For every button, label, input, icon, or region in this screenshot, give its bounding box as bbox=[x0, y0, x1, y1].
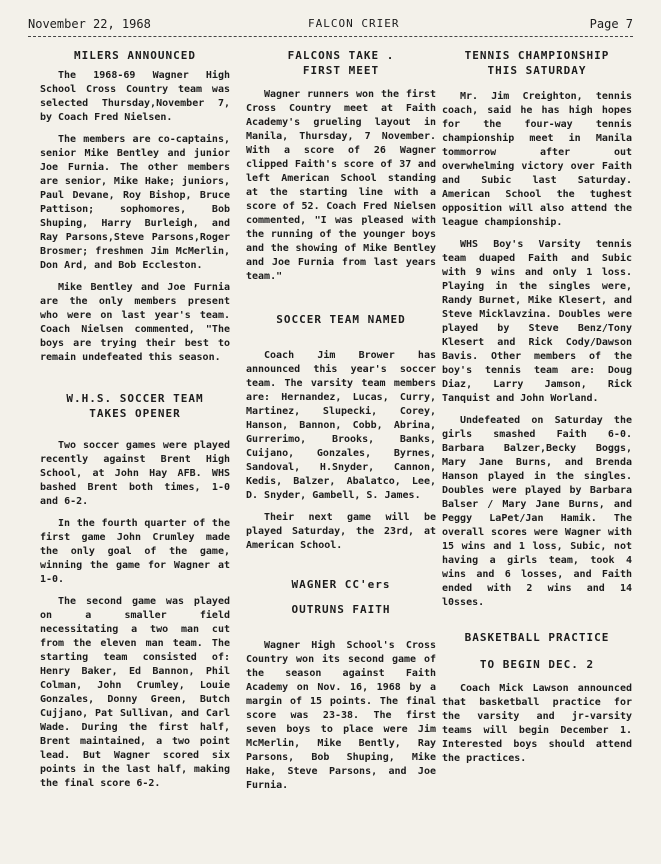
article-title-falcons-take: FALCONS TAKE . FIRST MEET bbox=[287, 49, 395, 77]
article-paragraph: In the fourth quarter of the first game John Crumley made the only goal of the game, winning the game for Wagner at 1-0. bbox=[40, 518, 230, 585]
article-paragraph: Mike Bentley and Joe Furnia are the only members present who were on last year's team. Coach Nielsen commented, "The boys are trying their best to remain undefeated this season. bbox=[40, 282, 230, 363]
article-title-basketball: BASKETBALL PRACTICE bbox=[464, 631, 610, 644]
article-paragraph: Their next game will be played Saturday, the 23rd, at American School. bbox=[246, 512, 436, 551]
header-rule bbox=[28, 36, 633, 37]
article-paragraph: Undefeated on Saturday the girls smashed Faith 6-0. Barbara Balzer,Becky Boggs, Mary Jane Burns, and Brenda Hanson played in the singles. Doubles were played by Barbara Balser / Mary Jane Burns, and Peggy LaPet/Jan Hamik. The overall scores were Wagner with 15 wins and 1 loss, Subic, not having a girls team, took 4 wins and 6 losses, and Faith ended with 2 wins and 14 l0sses. bbox=[442, 415, 632, 608]
article-paragraph: Coach Jim Brower has announced this year's soccer team. The varsity team members are: Hernandez, Lucas, Curry, Martinez, Slupecki, Corey, Hanson, Bannon, Cobb, Abrina, Gurrerimo, Brooks, Banks, Cuijano, Gonzales, Byrnes, Sandoval, H.Snyder, Cannon, Kedis, Balzer, Abalatco, Lee, D. Snyder, Gambell, S. James. bbox=[246, 350, 436, 501]
column-3 bbox=[442, 48, 632, 766]
article-paragraph: The 1968-69 Wagner High School Cross Country team was selected Thursday,November 7, by Coach Fred Nielsen. bbox=[40, 70, 230, 123]
article-paragraph: Mr. Jim Creighton, tennis coach, said he has high hopes for the four-way tennis championship meet in Manila tommorrow after out overwhelming victory over Faith and Subic last Saturday. American School the tughest opposition will also attend the league championship. bbox=[442, 91, 632, 228]
article-paragraph: Coach Mick Lawson announced that basketball practice for the varsity and jr-varsity teams will begin December 1. Interested boys should attend the practices. bbox=[442, 683, 632, 764]
article-title-tennis: TENNIS CHAMPIONSHIP THIS SATURDAY bbox=[464, 49, 610, 77]
article-title-milers: MILERS ANNOUNCED bbox=[74, 49, 196, 62]
column-2 bbox=[246, 48, 436, 793]
article-subtitle-begin-dec: TO BEGIN DEC. 2 bbox=[479, 658, 595, 671]
page-header bbox=[28, 14, 633, 36]
newspaper-name: FALCON CRIER bbox=[308, 17, 400, 30]
article-paragraph: WHS Boy's Varsity tennis team duaped Faith and Subic with 9 wins and only 1 loss. Playing in the singles were, Randy Burnet, Mike Klesert, and Steve Micklavzina. Doubles were played by Steve Benz/Tony Klesert and Rick Cody/Dawson Bavis. Other members of the boy's tennis team are: Doug Diaz, Larry Jamson, Rick Tanquist and John Worland. bbox=[442, 239, 632, 404]
article-paragraph: The second game was played on a smaller field necessitating a two man cut from the eleven man team. The starting team consisted of: Henry Baker, Ed Bannon, Phil Colman, John Crumley, Louie Gonzales, Donny Green, Butch Cujjano, Pat Sullivan, and Carl Wade. During the first half, Brent maintained, a two point lead. But Wagner scored six points in the last half, making the final score 6-2. bbox=[40, 596, 230, 789]
article-title-soccer-opener: W.H.S. SOCCER TEAM TAKES OPENER bbox=[66, 392, 204, 420]
issue-date: November 22, 1968 bbox=[28, 17, 151, 31]
article-title-wagner-cc: WAGNER CC'ers bbox=[291, 578, 391, 591]
article-paragraph: Wagner High School's Cross Country won its second game of the season against Faith Academy on Nov. 16, 1968 by a margin of 15 points. The final score was 23-38. The first seven boys to place were Jim McMerlin, Mike Bently, Ray Parsons, Bob Shuping, Mike Hake, Steve Parsons, and Joe Furnia. bbox=[246, 640, 436, 791]
page-number: Page 7 bbox=[589, 17, 633, 31]
article-title-soccer-named: SOCCER TEAM NAMED bbox=[276, 313, 406, 326]
article-paragraph: The members are co-captains, senior Mike Bentley and junior Joe Furnia. The other members are senior, Mike Hake; juniors, Paul Devane, Roy Bishop, Bruce Pattison; sophomores, Bob Shuping, Harry Burleigh, and Ray Parsons,Steve Parsons,Roger Brosmer; freshmen Jim McMerlin, Don Ard, and Bob Eccleston. bbox=[40, 134, 230, 271]
article-paragraph: Wagner runners won the first Cross Country meet at Faith Academy's grueling layout in Manila, Thursday, 7 November. With a score of 26 Wagner clipped Faith's score of 37 and left American School standing at the starting line with a score of 52. Coach Fred Nielsen commented, "I was pleased with the running of the younger boys and the showing of Mike Bentley and Joe Furnia from last years team." bbox=[246, 89, 436, 282]
article-subtitle-outruns-faith: OUTRUNS FAITH bbox=[291, 603, 391, 616]
column-1 bbox=[40, 48, 230, 791]
article-paragraph: Two soccer games were played recently against Brent High School, at John Hay AFB. WHS bashed Brent both times, 1-0 and 6-2. bbox=[40, 440, 230, 507]
